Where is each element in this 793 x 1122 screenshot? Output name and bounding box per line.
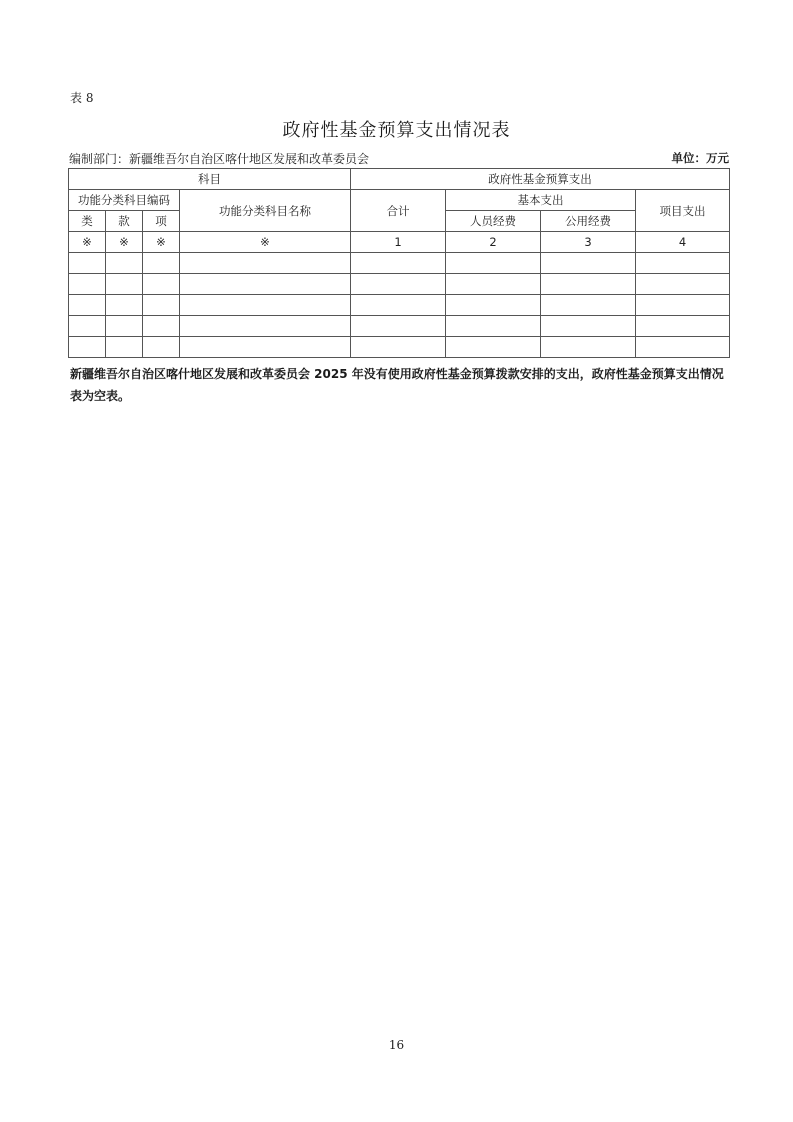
header-public: 公用经费 bbox=[541, 211, 636, 232]
document-title: 政府性基金预算支出情况表 bbox=[282, 120, 511, 141]
empty-cell bbox=[446, 295, 541, 316]
empty-cell bbox=[541, 295, 636, 316]
header-function-code: 功能分类科目编码 bbox=[69, 190, 180, 211]
empty-cell bbox=[636, 253, 730, 274]
table-row bbox=[69, 337, 730, 358]
index-cell: ※ bbox=[106, 232, 143, 253]
empty-cell bbox=[180, 316, 351, 337]
empty-cell bbox=[636, 316, 730, 337]
header-row-2 bbox=[69, 190, 730, 211]
table-row bbox=[69, 295, 730, 316]
index-cell: ※ bbox=[69, 232, 106, 253]
empty-cell bbox=[636, 274, 730, 295]
empty-cell bbox=[106, 337, 143, 358]
index-cell: 1 bbox=[351, 232, 446, 253]
unit-label: 单位：万元 bbox=[671, 151, 729, 165]
header-fund-expenditure: 政府性基金预算支出 bbox=[351, 169, 730, 190]
empty-cell bbox=[106, 295, 143, 316]
empty-cell bbox=[541, 253, 636, 274]
empty-cell bbox=[351, 295, 446, 316]
header-total: 合计 bbox=[351, 190, 446, 232]
empty-cell bbox=[69, 253, 106, 274]
empty-cell bbox=[180, 337, 351, 358]
fund-budget-table bbox=[68, 168, 730, 358]
index-cell: 4 bbox=[636, 232, 730, 253]
index-cell: 2 bbox=[446, 232, 541, 253]
empty-cell bbox=[351, 274, 446, 295]
table-row bbox=[69, 253, 730, 274]
empty-cell bbox=[106, 253, 143, 274]
empty-cell bbox=[180, 253, 351, 274]
empty-cell bbox=[143, 253, 180, 274]
table-row bbox=[69, 316, 730, 337]
header-code-item: 项 bbox=[143, 211, 180, 232]
empty-cell bbox=[69, 337, 106, 358]
header-project-expenditure: 项目支出 bbox=[636, 190, 730, 232]
empty-cell bbox=[69, 274, 106, 295]
empty-cell bbox=[143, 337, 180, 358]
empty-cell bbox=[106, 274, 143, 295]
index-row bbox=[69, 232, 730, 253]
index-cell: ※ bbox=[180, 232, 351, 253]
header-row-1 bbox=[69, 169, 730, 190]
empty-cell bbox=[446, 274, 541, 295]
empty-cell bbox=[351, 253, 446, 274]
empty-cell bbox=[180, 295, 351, 316]
empty-cell bbox=[446, 253, 541, 274]
empty-cell bbox=[106, 316, 143, 337]
page-number: 16 bbox=[388, 1038, 405, 1052]
meta-row bbox=[69, 150, 729, 166]
empty-cell bbox=[636, 295, 730, 316]
empty-cell bbox=[541, 316, 636, 337]
empty-cell bbox=[446, 337, 541, 358]
empty-cell bbox=[541, 274, 636, 295]
empty-cell bbox=[143, 316, 180, 337]
empty-cell bbox=[636, 337, 730, 358]
index-cell: ※ bbox=[143, 232, 180, 253]
index-cell: 3 bbox=[541, 232, 636, 253]
empty-cell bbox=[69, 295, 106, 316]
empty-table-note: 新疆维吾尔自治区喀什地区发展和改革委员会 2025 年没有使用政府性基金预算拨款安排的支出，政府性基金预算支出情况表为空表。 bbox=[70, 367, 724, 403]
empty-cell bbox=[143, 274, 180, 295]
header-code-class: 类 bbox=[69, 211, 106, 232]
empty-cell bbox=[541, 337, 636, 358]
table-row bbox=[69, 274, 730, 295]
empty-cell bbox=[180, 274, 351, 295]
header-personnel: 人员经费 bbox=[446, 211, 541, 232]
empty-cell bbox=[143, 295, 180, 316]
empty-cell bbox=[351, 316, 446, 337]
department-label: 编制部门：新疆维吾尔自治区喀什地区发展和改革委员会 bbox=[69, 152, 370, 166]
empty-cell bbox=[69, 316, 106, 337]
header-subject: 科目 bbox=[69, 169, 351, 190]
empty-cell bbox=[351, 337, 446, 358]
header-function-name: 功能分类科目名称 bbox=[180, 190, 351, 232]
empty-cell bbox=[446, 316, 541, 337]
header-basic-expenditure: 基本支出 bbox=[446, 190, 636, 211]
header-code-section: 款 bbox=[106, 211, 143, 232]
table-number-label: 表 8 bbox=[70, 91, 94, 105]
